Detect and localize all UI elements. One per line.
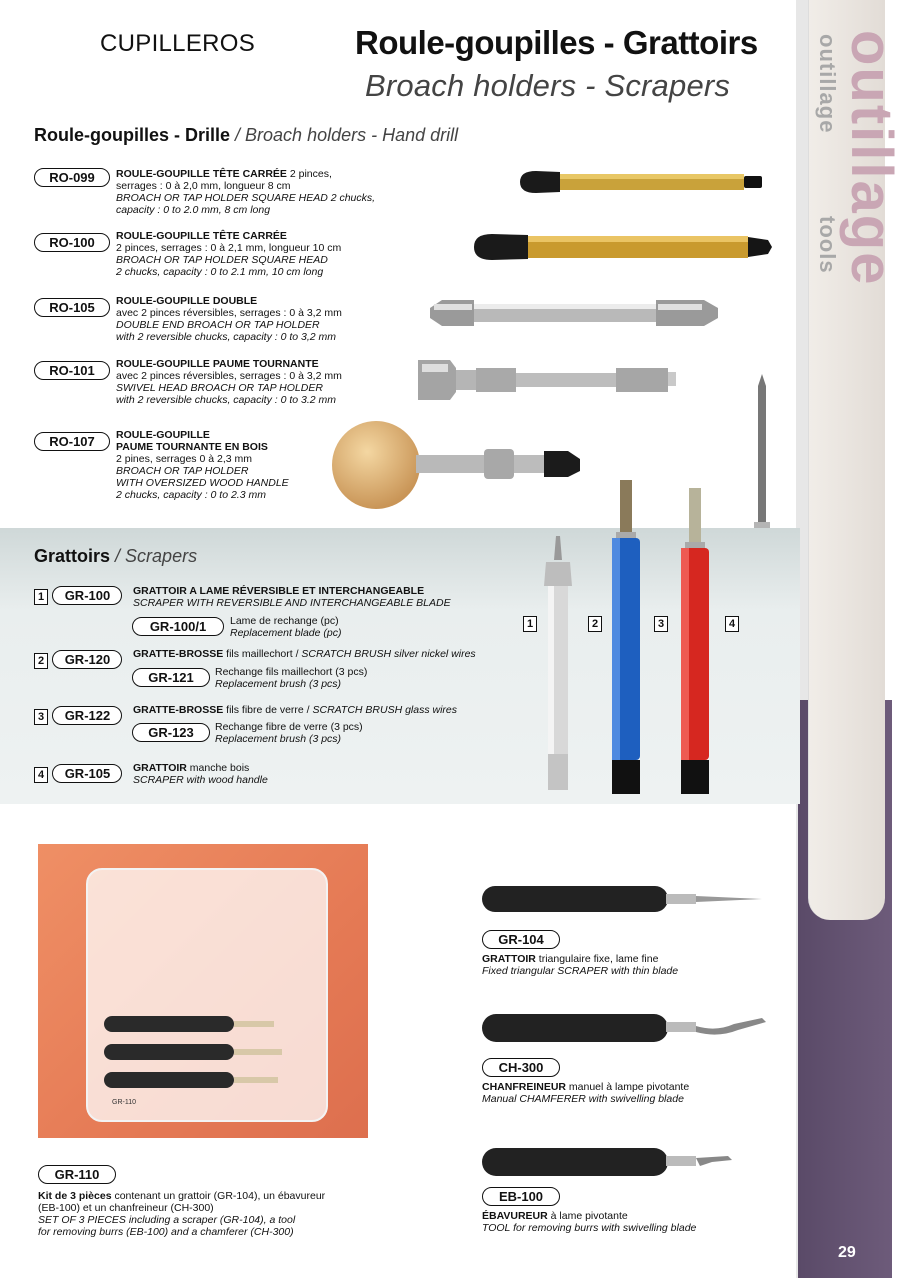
product-gr-120-desc: [133, 648, 513, 660]
desc-fr: Rechange fibre de verre (3 pcs): [215, 721, 363, 733]
desc-en-title: SCRATCH BRUSH: [312, 704, 403, 716]
product-gr-100: [34, 586, 122, 605]
product-code: GR-120: [52, 650, 122, 669]
product-ch-300: [482, 1058, 560, 1077]
desc-fr-rest: à lame pivotante: [547, 1210, 628, 1222]
desc-fr-title: ROULE-GOUPILLE DOUBLE: [116, 295, 258, 307]
product-gr-123: [132, 723, 210, 742]
product-code: EB-100: [482, 1187, 560, 1206]
side-tab-word-fr-small: outillage: [815, 34, 840, 134]
product-ro-099: [34, 168, 110, 187]
broach-holder-ro-107-image: [330, 415, 586, 515]
desc-fr-rest: manuel à lampe pivotante: [566, 1081, 690, 1093]
section-title-sep: /: [230, 125, 246, 145]
desc-en-title: SWIVEL HEAD BROACH OR TAP HOLDER: [116, 382, 323, 394]
product-code: RO-105: [34, 298, 110, 317]
desc-en-title: BROACH OR TAP HOLDER SQUARE HEAD 2 chucks,: [116, 192, 376, 204]
product-code: RO-100: [34, 233, 110, 252]
product-ro-099-desc: [116, 168, 416, 216]
product-code: GR-105: [52, 764, 122, 783]
desc-en: TOOL for removing burrs with swivelling blade: [482, 1222, 697, 1234]
product-code: RO-101: [34, 361, 110, 380]
product-gr-122: [34, 706, 122, 725]
broach-holder-ro-101-image: [414, 354, 680, 404]
desc-fr-rest: contenant un grattoir (GR-104), un ébavureur: [111, 1190, 326, 1202]
product-gr-105: [34, 764, 122, 783]
product-code: RO-107: [34, 432, 110, 451]
deburrer-eb-100-image: [480, 1142, 740, 1182]
product-gr-122-desc: [133, 704, 513, 716]
side-tab-word-en: tools: [815, 216, 840, 274]
chamferer-ch-300-image: [480, 1006, 770, 1050]
broach-holder-ro-099-image: [516, 165, 766, 199]
section-title-en: Broach holders - Hand drill: [245, 125, 459, 145]
desc-fr-title: GRATTOIR: [133, 762, 187, 774]
broach-holder-ro-100-image: [470, 228, 776, 266]
desc-en: Replacement brush (3 pcs): [215, 678, 342, 690]
product-ro-100-desc: [116, 230, 426, 278]
desc-en-spec: 2 chucks, capacity : 0 to 2.3 mm: [116, 489, 266, 501]
item-number: 1: [34, 589, 48, 605]
scratch-brush-gr-122-image: [678, 486, 712, 798]
desc-fr-title: GRATTE-BROSSE: [133, 648, 224, 660]
desc-en-spec: 2 chucks, capacity : 0 to 2.1 mm, 10 cm long: [116, 266, 324, 278]
desc-en-tail: glass wires: [402, 704, 458, 716]
desc-fr-title: GRATTOIR: [482, 953, 536, 965]
side-tab-word-fr: outillage: [839, 30, 904, 287]
item-number: 3: [34, 709, 48, 725]
product-ro-105-desc: [116, 295, 426, 343]
desc-en-title: DOUBLE END BROACH OR TAP HOLDER: [116, 319, 320, 331]
section-title-en: Scrapers: [125, 546, 198, 566]
product-gr-100-1-desc: [230, 615, 341, 639]
desc-en-line2: for removing burrs (EB-100) and a chamferer (CH-300): [38, 1226, 294, 1238]
product-gr-100-1: [132, 617, 224, 636]
desc-fr-title: ÉBAVUREUR: [482, 1210, 548, 1222]
desc-en-title-2: WITH OVERSIZED WOOD HANDLE: [116, 477, 289, 489]
item-number: 4: [34, 767, 48, 783]
product-code: GR-122: [52, 706, 122, 725]
desc-en-title: SCRAPER WITH REVERSIBLE AND INTERCHANGEABLE BLADE: [133, 597, 451, 609]
desc-en-spec: with 2 reversible chucks, capacity : 0 to 3.2 mm: [116, 394, 337, 406]
page-title-en: Broach holders - Scrapers: [365, 68, 731, 103]
page-title-fr: Roule-goupilles - Grattoirs: [355, 24, 758, 61]
section-title-broach-holders: [34, 125, 458, 146]
desc-fr: Lame de rechange (pc): [230, 615, 339, 627]
desc-fr-rest: triangulaire fixe, lame fine: [535, 953, 659, 965]
desc-fr-tail: 2 pinces,: [286, 168, 332, 180]
desc-fr-title-2: PAUME TOURNANTE EN BOIS: [116, 441, 268, 453]
desc-fr-spec: 2 pines, serrages 0 à 2,3 mm: [116, 453, 252, 465]
scratch-brush-gr-120-image: [608, 478, 644, 798]
photo-label-number: 4: [725, 616, 739, 632]
desc-en: Replacement brush (3 pcs): [215, 733, 342, 745]
product-eb-100-desc: [482, 1210, 782, 1234]
desc-fr-title: ROULE-GOUPILLE PAUME TOURNANTE: [116, 358, 319, 370]
photo-label-number: 1: [523, 616, 537, 632]
desc-en: Fixed triangular SCRAPER with thin blade: [482, 965, 679, 977]
page-number: 29: [838, 1244, 856, 1261]
product-gr-100-desc: [133, 585, 493, 609]
scraper-gr-100-image: [540, 534, 576, 794]
product-code: RO-099: [34, 168, 110, 187]
kit-tools-image: [100, 1012, 310, 1098]
desc-fr-title: GRATTOIR A LAME RÉVERSIBLE ET INTERCHANGEABLE: [133, 585, 425, 597]
product-gr-123-desc: [215, 721, 363, 745]
desc-en-spec: capacity : 0 to 2.0 mm, 8 cm long: [116, 204, 271, 216]
product-code: GR-100/1: [132, 617, 224, 636]
product-gr-121-desc: [215, 666, 367, 690]
broach-holder-ro-105-image: [428, 294, 722, 332]
desc-en-title: BROACH OR TAP HOLDER: [116, 465, 249, 477]
photo-label-3: [654, 614, 668, 632]
section-title-fr: Roule-goupilles - Drille: [34, 125, 231, 145]
photo-label-number: 3: [654, 616, 668, 632]
product-gr-110-desc: [38, 1190, 358, 1238]
desc-fr-spec: avec 2 pinces réversibles, serrages : 0 à 3,2 mm: [116, 370, 342, 382]
section-title-sep: /: [110, 546, 126, 566]
product-ch-300-desc: [482, 1081, 782, 1105]
desc-fr-rest: fils fibre de verre /: [223, 704, 313, 716]
desc-fr-title: GRATTE-BROSSE: [133, 704, 224, 716]
desc-fr-rest: manche bois: [186, 762, 250, 774]
desc-fr-spec: 2 pinces, serrages : 0 à 2,1 mm, longueur 10 cm: [116, 242, 342, 254]
product-ro-101: [34, 361, 110, 380]
product-gr-104-desc: [482, 953, 782, 977]
product-gr-110: [38, 1165, 116, 1184]
product-ro-107: [34, 432, 110, 451]
desc-en-spec: with 2 reversible chucks, capacity : 0 to 3,2 mm: [116, 331, 337, 343]
desc-fr-spec: serrages : 0 à 2,0 mm, longueur 8 cm: [116, 180, 291, 192]
photo-label-1: [523, 614, 537, 632]
scraper-gr-104-image: [480, 880, 770, 920]
photo-label-4: [725, 614, 739, 632]
product-ro-101-desc: [116, 358, 416, 406]
desc-fr-title: ROULE-GOUPILLE TÊTE CARRÉE: [116, 168, 287, 180]
product-gr-120: [34, 650, 122, 669]
desc-fr-title: ROULE-GOUPILLE TÊTE CARRÉE: [116, 230, 287, 242]
product-code: GR-100: [52, 586, 122, 605]
desc-fr: Rechange fils maillechort (3 pcs): [215, 666, 368, 678]
kit-box-label: GR-110: [112, 1099, 136, 1106]
desc-fr-rest: fils maillechort /: [223, 648, 302, 660]
product-code: CH-300: [482, 1058, 560, 1077]
photo-label-2: [588, 614, 602, 632]
section-title-scrapers: [34, 546, 197, 567]
desc-en-title: SCRAPER with wood handle: [133, 774, 268, 786]
product-code: GR-104: [482, 930, 560, 949]
product-gr-121: [132, 668, 210, 687]
desc-en-line1: SET OF 3 PIECES including a scraper (GR-104), a tool: [38, 1214, 296, 1226]
desc-fr-line2: (EB-100) et un chanfreineur (CH-300): [38, 1202, 214, 1214]
desc-en-title: BROACH OR TAP HOLDER SQUARE HEAD: [116, 254, 328, 266]
product-code: GR-121: [132, 668, 210, 687]
desc-en: Replacement blade (pc): [230, 627, 342, 639]
product-ro-105: [34, 298, 110, 317]
desc-en-title: SCRATCH BRUSH: [301, 648, 392, 660]
product-gr-105-desc: [133, 762, 433, 786]
desc-fr-title: ROULE-GOUPILLE: [116, 429, 210, 441]
product-ro-100: [34, 233, 110, 252]
product-eb-100: [482, 1187, 560, 1206]
section-title-fr: Grattoirs: [34, 546, 111, 566]
desc-en-tail: silver nickel wires: [391, 648, 476, 660]
desc-fr-spec: avec 2 pinces réversibles, serrages : 0 à 3,2 mm: [116, 307, 342, 319]
desc-en: Manual CHAMFERER with swivelling blade: [482, 1093, 684, 1105]
desc-fr-title: CHANFREINEUR: [482, 1081, 566, 1093]
desc-fr-title: Kit de 3 pièces: [38, 1190, 112, 1202]
product-code: GR-110: [38, 1165, 116, 1184]
brand-name: CUPILLEROS: [100, 30, 256, 57]
item-number: 2: [34, 653, 48, 669]
photo-label-number: 2: [588, 616, 602, 632]
product-code: GR-123: [132, 723, 210, 742]
product-gr-104: [482, 930, 560, 949]
